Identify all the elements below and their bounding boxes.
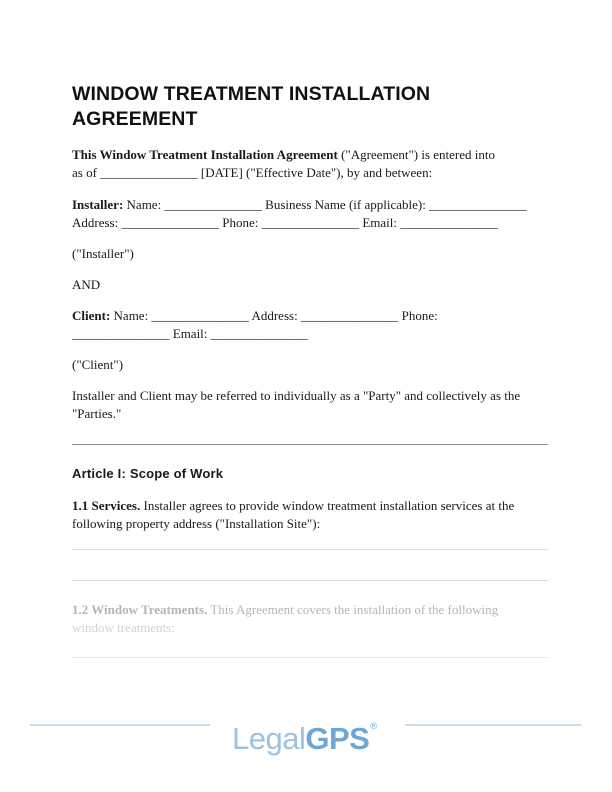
legalgps-logo	[232, 706, 376, 759]
section-1-1-line1: Installer agrees to provide window treatment installation services at the	[140, 498, 515, 513]
section-1-1-line2: following property address ("Installation Site"):	[72, 516, 321, 531]
section-1-1	[72, 497, 548, 533]
client-block	[72, 307, 548, 343]
footer-rule-left	[30, 724, 210, 726]
section-1-2-line1: This Agreement covers the installation of the following	[207, 602, 499, 617]
logo-text-gps: GPS	[305, 721, 370, 756]
client-label: Client:	[72, 308, 111, 323]
client-designation: ("Client")	[72, 357, 124, 372]
parties-line1: Installer and Client may be referred to individually as a "Party" and collectively as the	[72, 388, 521, 403]
client-line1: Name: _______________ Address: _______________ Phone:	[110, 308, 438, 323]
installer-block	[72, 196, 548, 232]
installer-designation: ("Installer")	[72, 246, 134, 261]
footer-rule-right	[405, 724, 581, 726]
document-title: WINDOW TREATMENT INSTALLATION AGREEMENT	[72, 83, 431, 130]
and-text: AND	[72, 277, 101, 292]
registered-mark-icon: ®	[370, 721, 377, 731]
footer-branding	[0, 700, 612, 756]
document-page	[72, 82, 548, 658]
installer-line2: Address: _______________ Phone: _______________ Email: _______________	[72, 215, 498, 230]
section-1-2-title: 1.2 Window Treatments.	[72, 602, 208, 617]
intro-bold: This Window Treatment Installation Agreement	[72, 147, 338, 162]
logo-text-legal: Legal	[232, 721, 306, 756]
installer-label: Installer:	[72, 197, 124, 212]
section-1-1-title: 1.1 Services.	[72, 498, 141, 513]
client-line2: _______________ Email: _______________	[72, 326, 309, 341]
article-1-heading: Article I: Scope of Work	[72, 466, 224, 481]
parties-paragraph	[72, 387, 548, 423]
section-1-2-line2: window treatments:	[72, 620, 175, 635]
parties-line2: "Parties."	[72, 406, 122, 421]
intro-line1: ("Agreement") is entered into	[337, 147, 495, 162]
section-1-2	[72, 601, 548, 637]
intro-line2: as of _______________ [DATE] ("Effective Date"), by and between:	[72, 165, 433, 180]
installer-line1: Name: _______________ Business Name (if applicable): _______________	[123, 197, 527, 212]
intro-paragraph	[72, 146, 548, 182]
treatments-blank-line	[72, 657, 548, 658]
